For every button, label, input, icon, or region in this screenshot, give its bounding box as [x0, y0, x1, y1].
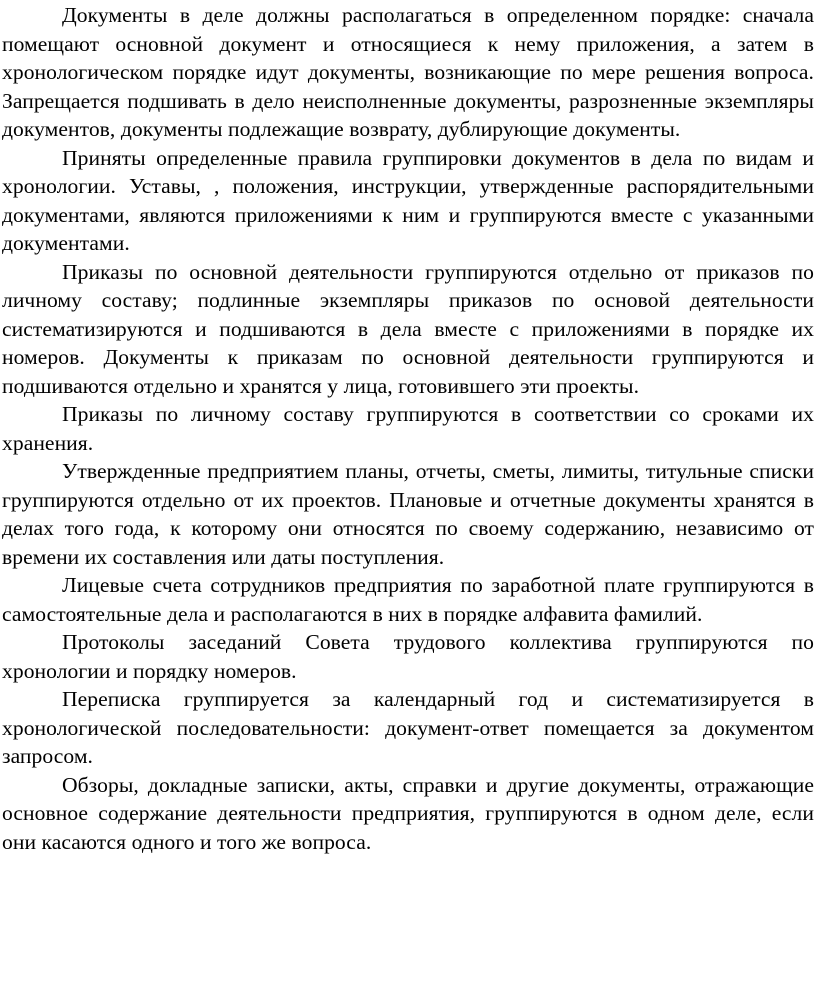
paragraph-main-activity-orders: Приказы по основной деятельности группируются отдельно от приказов по личному составу; подлинные экземпляры приказов по основой деятельности систематизируются и подшиваются в дела вместе с приложениями в порядке их номеров. Документы к приказам по основной деятельности группируются и подшиваются отдельно и хранятся у лица, готовившего эти проекты.	[2, 259, 814, 398]
paragraph-personal-accounts: Лицевые счета сотрудников предприятия по заработной плате группируются в самостоятельные дела и располагаются в них в порядке алфавита фамилий.	[2, 573, 814, 626]
paragraph-document-order: Документы в деле должны располагаться в определенном порядке: сначала помещают основной документ и относящиеся к нему приложения, а затем в хронологическом порядке идут документы, возникающие по мере решения вопроса. Запрещается подшивать в дело неисполненные документы, разрозненные экземпляры документов, документы подлежащие возврату, дублирующие документы.	[2, 3, 814, 141]
paragraph-personnel-orders: Приказы по личному составу группируются в соответствии со сроками их хранения.	[2, 402, 814, 455]
paragraph-reviews-reports: Обзоры, докладные записки, акты, справки и другие документы, отражающие основное содержание деятельности предприятия, группируются в одном деле, если они касаются одного и того же вопроса.	[2, 772, 814, 854]
paragraph-council-protocols: Протоколы заседаний Совета трудового коллектива группируются по хронологии и порядку номеров.	[2, 630, 814, 683]
paragraph-plans-reports: Утвержденные предприятием планы, отчеты, сметы, лимиты, титульные списки группируются отдельно от их проектов. Плановые и отчетные документы хранятся в делах того года, к которому они относятся по своему содержанию, независимо от времени их составления или даты поступления.	[2, 459, 814, 569]
paragraph-correspondence: Переписка группируется за календарный год и систематизируется в хронологической последовательности: документ-ответ помещается за документом запросом.	[2, 687, 814, 768]
paragraph-grouping-rules: Приняты определенные правила группировки документов в дела по видам и хронологии. Уставы, , положения, инструкции, утвержденные распорядительными документами, являются приложениями к ним и группируются вместе с указанными документами.	[2, 145, 814, 255]
